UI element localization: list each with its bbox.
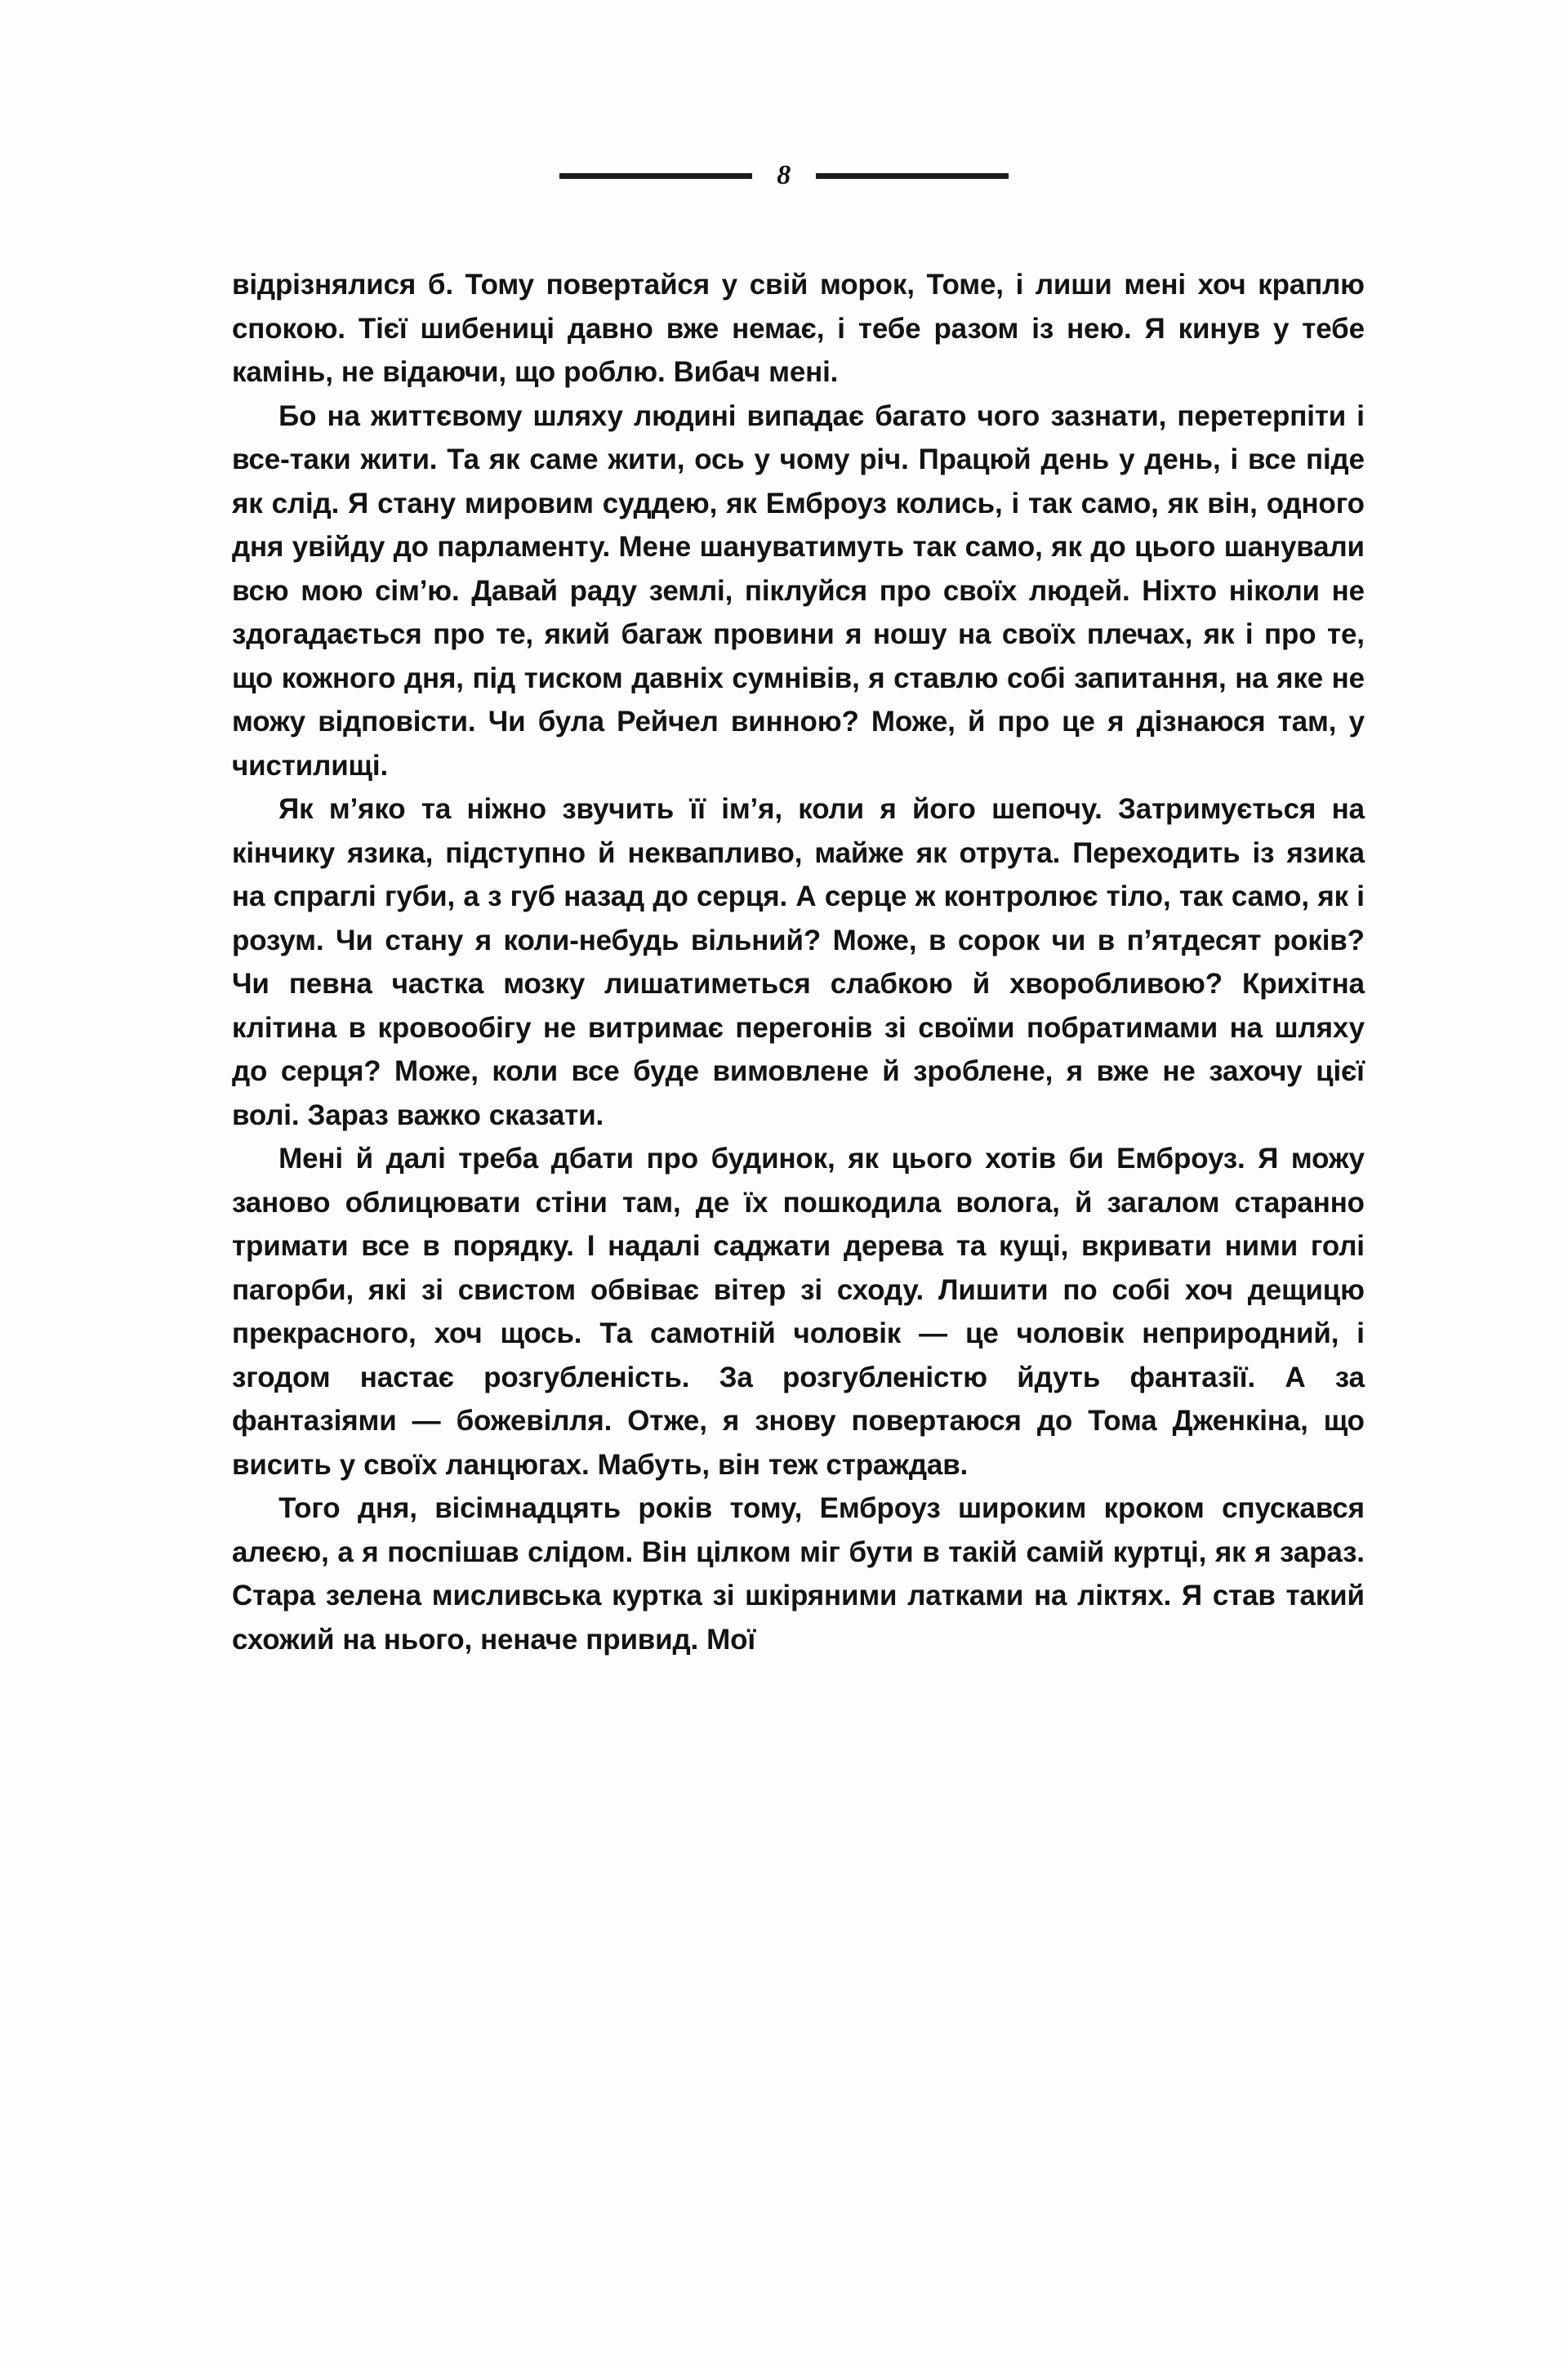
header-rule-right <box>816 173 1009 179</box>
page-number: 8 <box>777 160 791 190</box>
paragraph: Бо на життєвому шляху людині випадає багато чого зазнати, перетерпіти і все-таки жити. Та як саме жити, ось у чому річ. Працюй день у день, і все піде як слід. Я стану мировим суддею, як Емброуз колись, і так само, як він, одного дня увійду до парламенту. Мене шануватимуть так само, як до цього шанували всю мою сім’ю. Давай раду землі, піклуйся про своїх людей. Ніхто ніколи не здогадається про те, який багаж провини я ношу на своїх плечах, як і про те, що кожного дня, під тиском давніх сумнівів, я ставлю собі запитання, на яке не можу відповісти. Чи була Рейчел винною? Може, й про це я дізнаюся там, у чистилищі. <box>232 399 1365 782</box>
paragraph: відрізнялися б. Тому повертайся у свій морок, Томе, і лиши мені хоч краплю спокою. Тієї шибениці давно вже немає, і тебе разом із нею. Я кинув у тебе камінь, не відаючи, що роблю. Вибач мені. <box>232 268 1365 388</box>
header-rule-left <box>559 173 752 179</box>
paragraph: Мені й далі треба дбати про будинок, як цього хотів би Емброуз. Я можу заново облицювати стіни там, де їх пошкодила волога, й загалом старанно тримати все в порядку. І надалі саджати дерева та кущі, вкривати ними голі пагорби, які зі свистом обвіває вітер зі сходу. Лишити по собі хоч дещицю прекрасного, хоч щось. Та самотній чоловік — це чоловік неприродний, і згодом настає розгубленість. За розгубленістю йдуть фантазії. А за фантазіями — божевілля. Отже, я знову повертаюся до Тома Дженкіна, що висить у своїх ланцюгах. Мабуть, він теж страждав. <box>232 1142 1365 1481</box>
paragraph: Того дня, вісімнадцять років тому, Емброуз широким кроком спускався алеєю, а я поспішав слідом. Він цілком міг бути в такій самій куртці, як я зараз. Стара зелена мисливська куртка зі шкіряними латками на ліктях. Я став такий схожий на нього, неначе привид. Мої <box>232 1491 1365 1656</box>
paragraph: Як м’яко та ніжно звучить її ім’я, коли я його шепочу. Затримується на кінчику язика, підступно й неквапливо, майже як отрута. Переходить із язика на спраглі губи, а з губ назад до серця. А серце ж контролює тіло, так само, як і розум. Чи стану я коли-небудь вільний? Може, в сорок чи в п’ятдесят років? Чи певна частка мозку лишатиметься слабкою й хворобливою? Крихітна клітина в кровообігу не витримає перегонів зі своїми побратимами на шляху до серця? Може, коли все буде вимовлене й зроблене, я вже не захочу цієї волі. Зараз важко сказати. <box>232 792 1365 1131</box>
body-text <box>232 263 1382 1661</box>
running-head <box>0 162 1568 189</box>
